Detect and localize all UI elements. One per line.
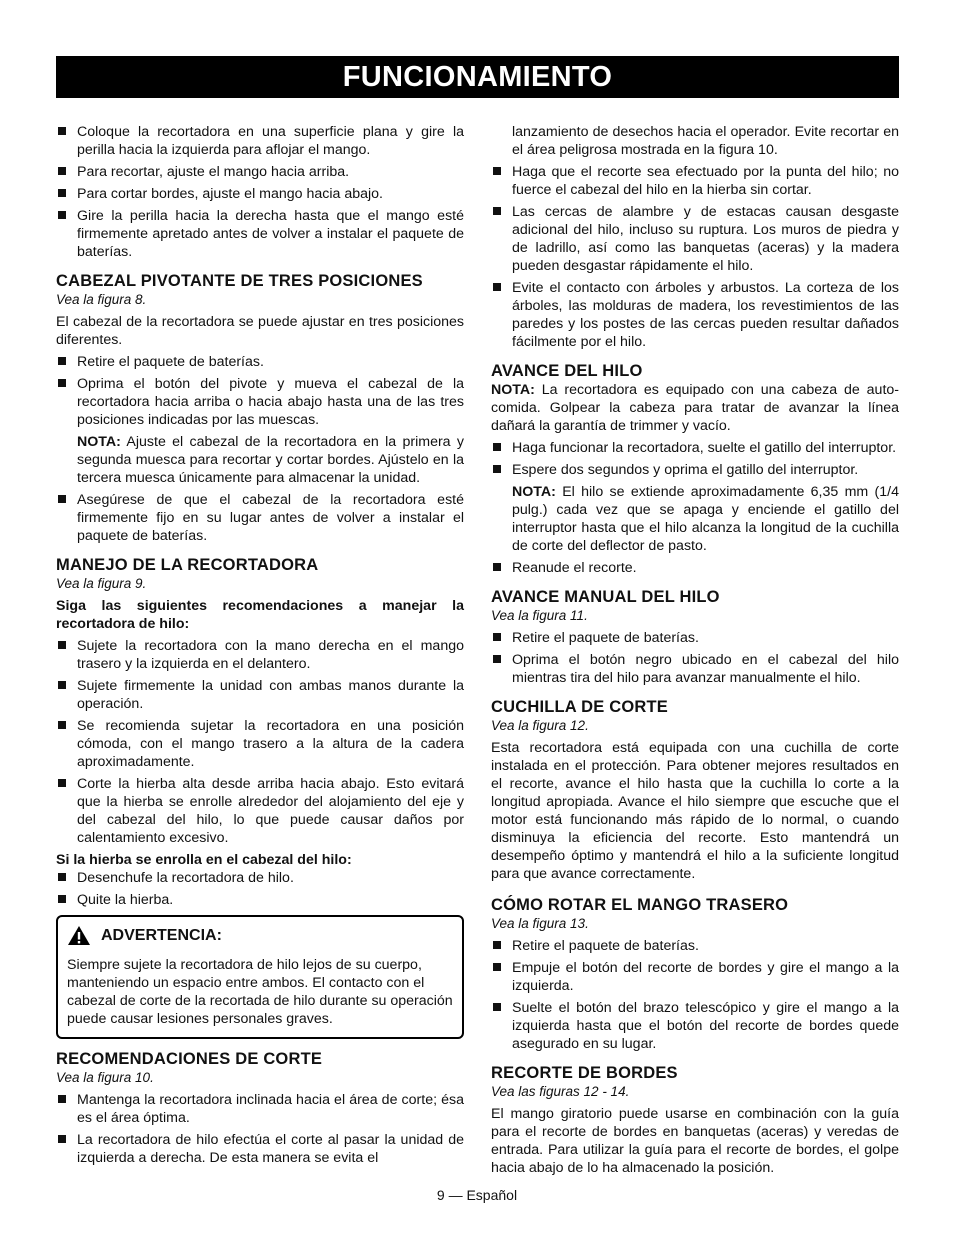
- bullet-square-icon: [493, 1003, 501, 1011]
- section-heading-cutting: RECOMENDACIONES DE CORTE: [56, 1050, 323, 1068]
- list-item: Corte la hierba alta desde arriba hacia abajo. Esto evitará que la hierba se enrolle alrededor del alojamiento del eje y del cabezal del hilo, lo que puede causar daños por calentamiento excesivo.: [56, 775, 464, 847]
- figure-reference: Vea la figura 8.: [56, 292, 147, 307]
- page-title: FUNCIONAMIENTO: [56, 56, 899, 98]
- figure-reference: Vea las figuras 12 - 14.: [491, 1084, 630, 1099]
- list-item: La recortadora de hilo efectúa el corte al pasar la unidad de izquierda a derecha. De esta manera se evita el: [56, 1131, 464, 1167]
- bullet-square-icon: [58, 721, 66, 729]
- handling-list: [56, 637, 464, 847]
- list-item: Se recomienda sujetar la recortadora en una posición cómoda, con el mango trasero a la altura de la cadera aproximadamente.: [56, 717, 464, 771]
- bullet-square-icon: [58, 495, 66, 503]
- cutting-list: [56, 1091, 464, 1167]
- paragraph: Esta recortadora está equipada con una cuchilla de corte instalada en el protección. Para obtener mejores resultados en el recorte, avance el hilo hasta que la cuchilla lo corte a la longitud apropiada. Avance el hilo siempre que escuche que el motor está funcionando más rápido de lo normal, o cuando disminuya la eficiencia del recorte. Esto mantendrá un desempeño óptimo y mantendrá el hilo a la suficiente longitud para que avance correctamente.: [491, 740, 899, 882]
- bullet-square-icon: [58, 1135, 66, 1143]
- bullet-square-icon: [58, 379, 66, 387]
- list-item: Desenchufe la recortadora de hilo.: [56, 869, 464, 887]
- bullet-square-icon: [493, 283, 501, 291]
- bullet-square-icon: [493, 443, 501, 451]
- list-item: Evite el contacto con árboles y arbustos. La corteza de los árboles, las molduras de madera, los revestimientos de las paredes y los postes de las cercas pueden resultar dañados fácilmente por el hilo.: [491, 279, 899, 351]
- section-heading-manual: AVANCE MANUAL DEL HILO: [491, 588, 720, 606]
- bullet-square-icon: [493, 563, 501, 571]
- list-item: Reanude el recorte.: [491, 559, 899, 577]
- bullet-square-icon: [58, 357, 66, 365]
- figure-reference: Vea la figura 10.: [56, 1070, 154, 1085]
- list-item: Oprima el botón negro ubicado en el cabezal del hilo mientras tira del hilo para avanzar manualmente el hilo.: [491, 651, 899, 687]
- bullet-square-icon: [58, 895, 66, 903]
- list-item: Sujete la recortadora con la mano derecha en el mango trasero y la izquierda en el delantero.: [56, 637, 464, 673]
- warning-header: [67, 925, 453, 946]
- feed-list-2: [491, 559, 899, 577]
- list-item: Mantenga la recortadora inclinada hacia el área de corte; ésa es el área óptima.: [56, 1091, 464, 1127]
- bullet-square-icon: [493, 963, 501, 971]
- list-item: Espere dos segundos y oprima el gatillo del interruptor.: [491, 461, 899, 479]
- list-item: Asegúrese de que el cabezal de la recortadora esté firmemente fijo en su lugar antes de volver a instalar el paquete de baterías.: [56, 491, 464, 545]
- section-heading-blade: CUCHILLA DE CORTE: [491, 698, 668, 716]
- bullet-square-icon: [58, 189, 66, 197]
- figure-reference: Vea la figura 13.: [491, 916, 589, 931]
- list-item: Haga que el recorte sea efectuado por la punta del hilo; no fuerce el cabezal del hilo en la hierba sin cortar.: [491, 163, 899, 199]
- page-number-footer: 9 — Español: [436, 1187, 518, 1203]
- figure-reference: Vea la figura 9.: [56, 576, 147, 591]
- bold-paragraph: Siga las siguientes recomendaciones a manejar la recortadora de hilo:: [56, 598, 464, 632]
- list-item: Para cortar bordes, ajuste el mango hacia abajo.: [56, 185, 464, 203]
- list-item: Retire el paquete de baterías.: [491, 937, 899, 955]
- right-column: [491, 123, 899, 1181]
- intro-list: [56, 123, 464, 261]
- section-heading-feed: AVANCE DEL HILO: [491, 362, 643, 380]
- warning-label: ADVERTENCIA:: [101, 926, 222, 944]
- feed-list: [491, 439, 899, 479]
- bullet-square-icon: [58, 873, 66, 881]
- list-item: Sujete firmemente la unidad con ambas manos durante la operación.: [56, 677, 464, 713]
- note: NOTA: Ajuste el cabezal de la recortadora en la primera y segunda muesca para recortar y cortar bordes. Ajústelo en la tercera muesca únicamente para almacenar la unidad.: [77, 434, 464, 486]
- continued-text: lanzamiento de desechos hacia el operador. Evite recortar en el área peligrosa mostrada en la figura 10.: [512, 124, 899, 158]
- bullet-square-icon: [58, 1095, 66, 1103]
- note: NOTA: La recortadora es equipado con una cabeza de auto-comida. Golpear la cabeza para tratar de avanzar la línea dañará la garantía de trimmer y vacío.: [491, 382, 899, 434]
- figure-reference: Vea la figura 12.: [491, 718, 589, 733]
- paragraph: El cabezal de la recortadora se puede ajustar en tres posiciones diferentes.: [56, 314, 464, 348]
- manual-list: [491, 629, 899, 687]
- list-item: Para recortar, ajuste el mango hacia arriba.: [56, 163, 464, 181]
- bullet-square-icon: [58, 127, 66, 135]
- list-item: Quite la hierba.: [56, 891, 464, 909]
- bullet-square-icon: [493, 207, 501, 215]
- warning-text: Siempre sujete la recortadora de hilo lejos de su cuerpo, manteniendo un espacio entre ambos. El contacto con el cabezal de corte de la recortada de hilo durante su operación puede causar lesiones personales graves.: [67, 957, 453, 1027]
- bullet-square-icon: [58, 641, 66, 649]
- list-item: Gire la perilla hacia la derecha hasta que el mango esté firmemente apretado antes de volver a instalar el paquete de baterías.: [56, 207, 464, 261]
- note: NOTA: El hilo se extiende aproximadamente 6,35 mm (1/4 pulg.) cada vez que se apaga y enciende el gatillo del interruptor hasta que el hilo alcanza la longitud de la cuchilla de corte del deflector de pasto.: [512, 484, 899, 554]
- list-item: Empuje el botón del recorte de bordes y gire el mango a la izquierda.: [491, 959, 899, 995]
- cutting-list-cont: [491, 163, 899, 351]
- warning-box: [56, 915, 464, 1039]
- list-item: Coloque la recortadora en una superficie plana y gire la perilla hacia la izquierda para aflojar el mango.: [56, 123, 464, 159]
- bullet-square-icon: [493, 167, 501, 175]
- list-item: Retire el paquete de baterías.: [491, 629, 899, 647]
- list-item: Retire el paquete de baterías.: [56, 353, 464, 371]
- bullet-square-icon: [493, 941, 501, 949]
- list-item: Suelte el botón del brazo telescópico y gire el mango a la izquierda hasta que el botón del recorte de bordes quede asegurado en su lugar.: [491, 999, 899, 1053]
- bullet-square-icon: [58, 167, 66, 175]
- bullet-square-icon: [58, 779, 66, 787]
- rotate-list: [491, 937, 899, 1053]
- list-item: Oprima el botón del pivote y mueva el cabezal de la recortadora hacia arriba o hacia abajo hasta una de las tres posiciones indicadas por las muescas.: [56, 375, 464, 429]
- section-heading-pivot: CABEZAL PIVOTANTE DE TRES POSICIONES: [56, 272, 423, 290]
- warning-triangle-icon: [67, 925, 91, 946]
- bullet-square-icon: [493, 465, 501, 473]
- pivot-list: [56, 353, 464, 429]
- sub-list: [56, 869, 464, 909]
- list-item: Las cercas de alambre y de estacas causan desgaste adicional del hilo, incluso su ruptura. Los muros de piedra y de ladrillo, así como las banquetas (aceras) y la madera pueden desgastar rápidamente el hilo.: [491, 203, 899, 275]
- sub-heading: Si la hierba se enrolla en el cabezal del hilo:: [56, 852, 352, 868]
- bullet-square-icon: [58, 211, 66, 219]
- bullet-square-icon: [58, 681, 66, 689]
- pivot-list-2: [56, 491, 464, 545]
- section-heading-rotate: CÓMO ROTAR EL MANGO TRASERO: [491, 896, 789, 914]
- section-heading-edging: RECORTE DE BORDES: [491, 1064, 678, 1082]
- paragraph: El mango giratorio puede usarse en combinación con la guía para el recorte de bordes en banquetas (aceras) y veredas de entrada. Para utilizar la guía para el recorte de bordes, el golpe hacia abajo de lo ha almacenado la posición.: [491, 1106, 899, 1176]
- bullet-square-icon: [493, 633, 501, 641]
- figure-reference: Vea la figura 11.: [491, 608, 588, 623]
- section-heading-handling: MANEJO DE LA RECORTADORA: [56, 556, 319, 574]
- bullet-square-icon: [493, 655, 501, 663]
- list-item: Haga funcionar la recortadora, suelte el gatillo del interruptor.: [491, 439, 899, 457]
- left-column: [56, 123, 464, 1171]
